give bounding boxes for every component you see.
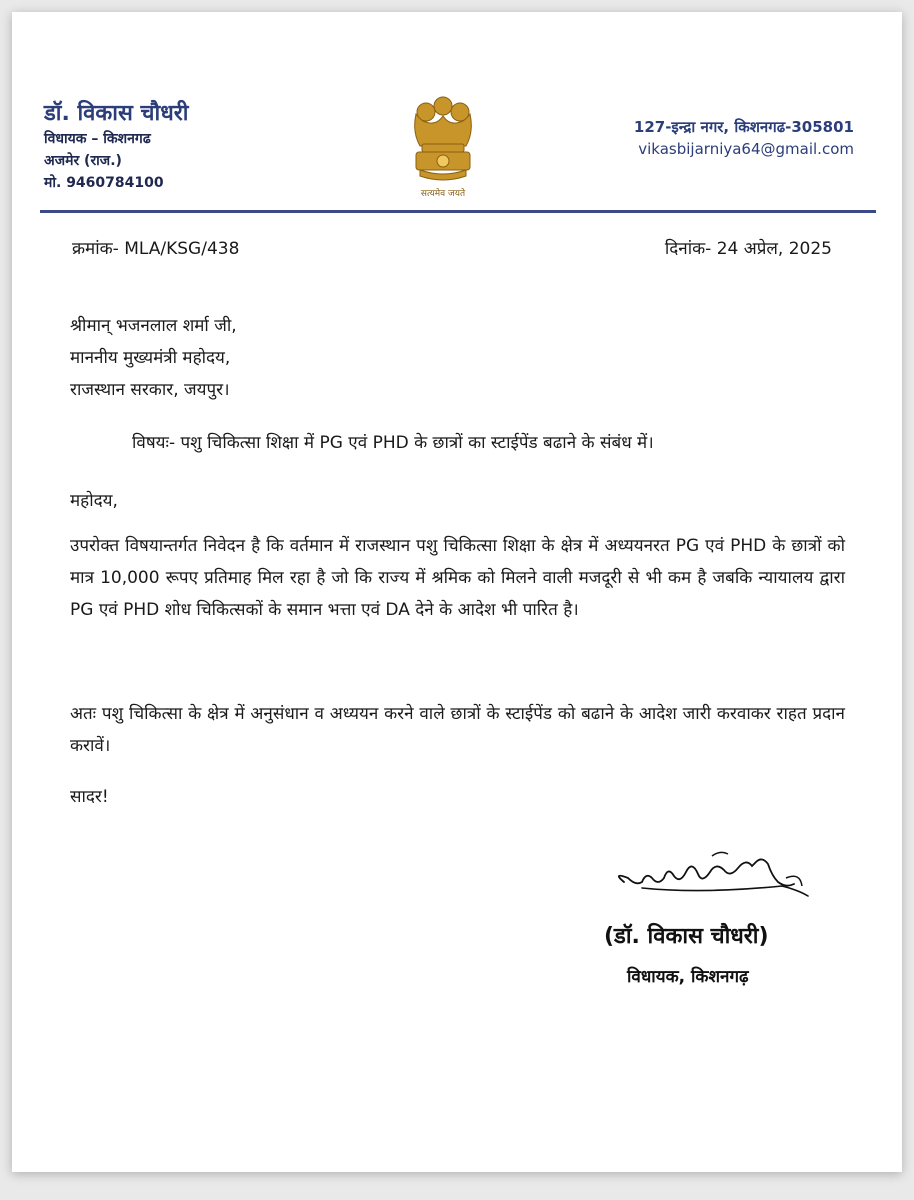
letter-page <box>12 12 902 1172</box>
body-paragraph: उपरोक्त विषयान्तर्गत निवेदन है कि वर्तमान में राजस्थान पशु चिकित्सा शिक्षा के क्षेत्र में अध्ययनरत PG एवं PHD के छात्रों को मात्र 10,000 रूपए प्रतिमाह मिल रहा है जो कि राज्य में श्रमिक को मिलने वाली मजदूरी से भी कम है जबकि न्यायालय द्वारा PG एवं PHD शोध चिकित्सकों के समान भत्ता एवं DA देने के आदेश भी पारित है। <box>70 536 845 620</box>
salutation: महोदय, <box>70 491 118 511</box>
letterhead-district: अजमेर (राज.) <box>44 153 122 169</box>
closing: सादर! <box>70 787 109 807</box>
addressee-line: राजस्थान सरकार, जयपुर। <box>70 380 230 400</box>
reference-number: क्रमांक- MLA/KSG/438 <box>72 239 240 259</box>
letterhead-divider <box>40 210 876 213</box>
addressee-line: श्रीमान् भजनलाल शर्मा जी, <box>70 316 237 336</box>
signatory-title: विधायक, किशनगढ़ <box>627 967 749 987</box>
letterhead-mobile: मो. 9460784100 <box>44 175 164 191</box>
addressee-line: माननीय मुख्यमंत्री महोदय, <box>70 348 231 368</box>
signatory-name: (डॉ. विकास चौधरी) <box>604 924 769 949</box>
subject-line: विषयः- पशु चिकित्सा शिक्षा में PG एवं PHD के छात्रों का स्टाईपेंड बढाने के संबंध में। <box>132 433 654 453</box>
signature-image <box>602 842 822 912</box>
national-emblem-icon <box>404 92 482 204</box>
letterhead-name: डॉ. विकास चौधरी <box>44 101 189 126</box>
letterhead-designation: विधायक – किशनगढ <box>44 131 151 147</box>
addressee-block <box>70 310 237 406</box>
letterhead-address: 127-इन्द्रा नगर, किशनगढ-305801 <box>633 118 854 136</box>
body-paragraph: अतः पशु चिकित्सा के क्षेत्र में अनुसंधान व अध्ययन करने वाले छात्रों के स्टाईपेंड को बढाने के आदेश जारी करवाकर राहत प्रदान करावें। <box>70 704 845 756</box>
letter-date: दिनांक- 24 अप्रेल, 2025 <box>664 239 832 259</box>
svg-text:सत्यमेव जयते: सत्यमेव जयते <box>420 189 466 199</box>
letterhead-left <box>44 100 188 194</box>
letterhead-right <box>634 116 854 160</box>
letterhead-email: vikasbijarniya64@gmail.com <box>638 140 854 158</box>
